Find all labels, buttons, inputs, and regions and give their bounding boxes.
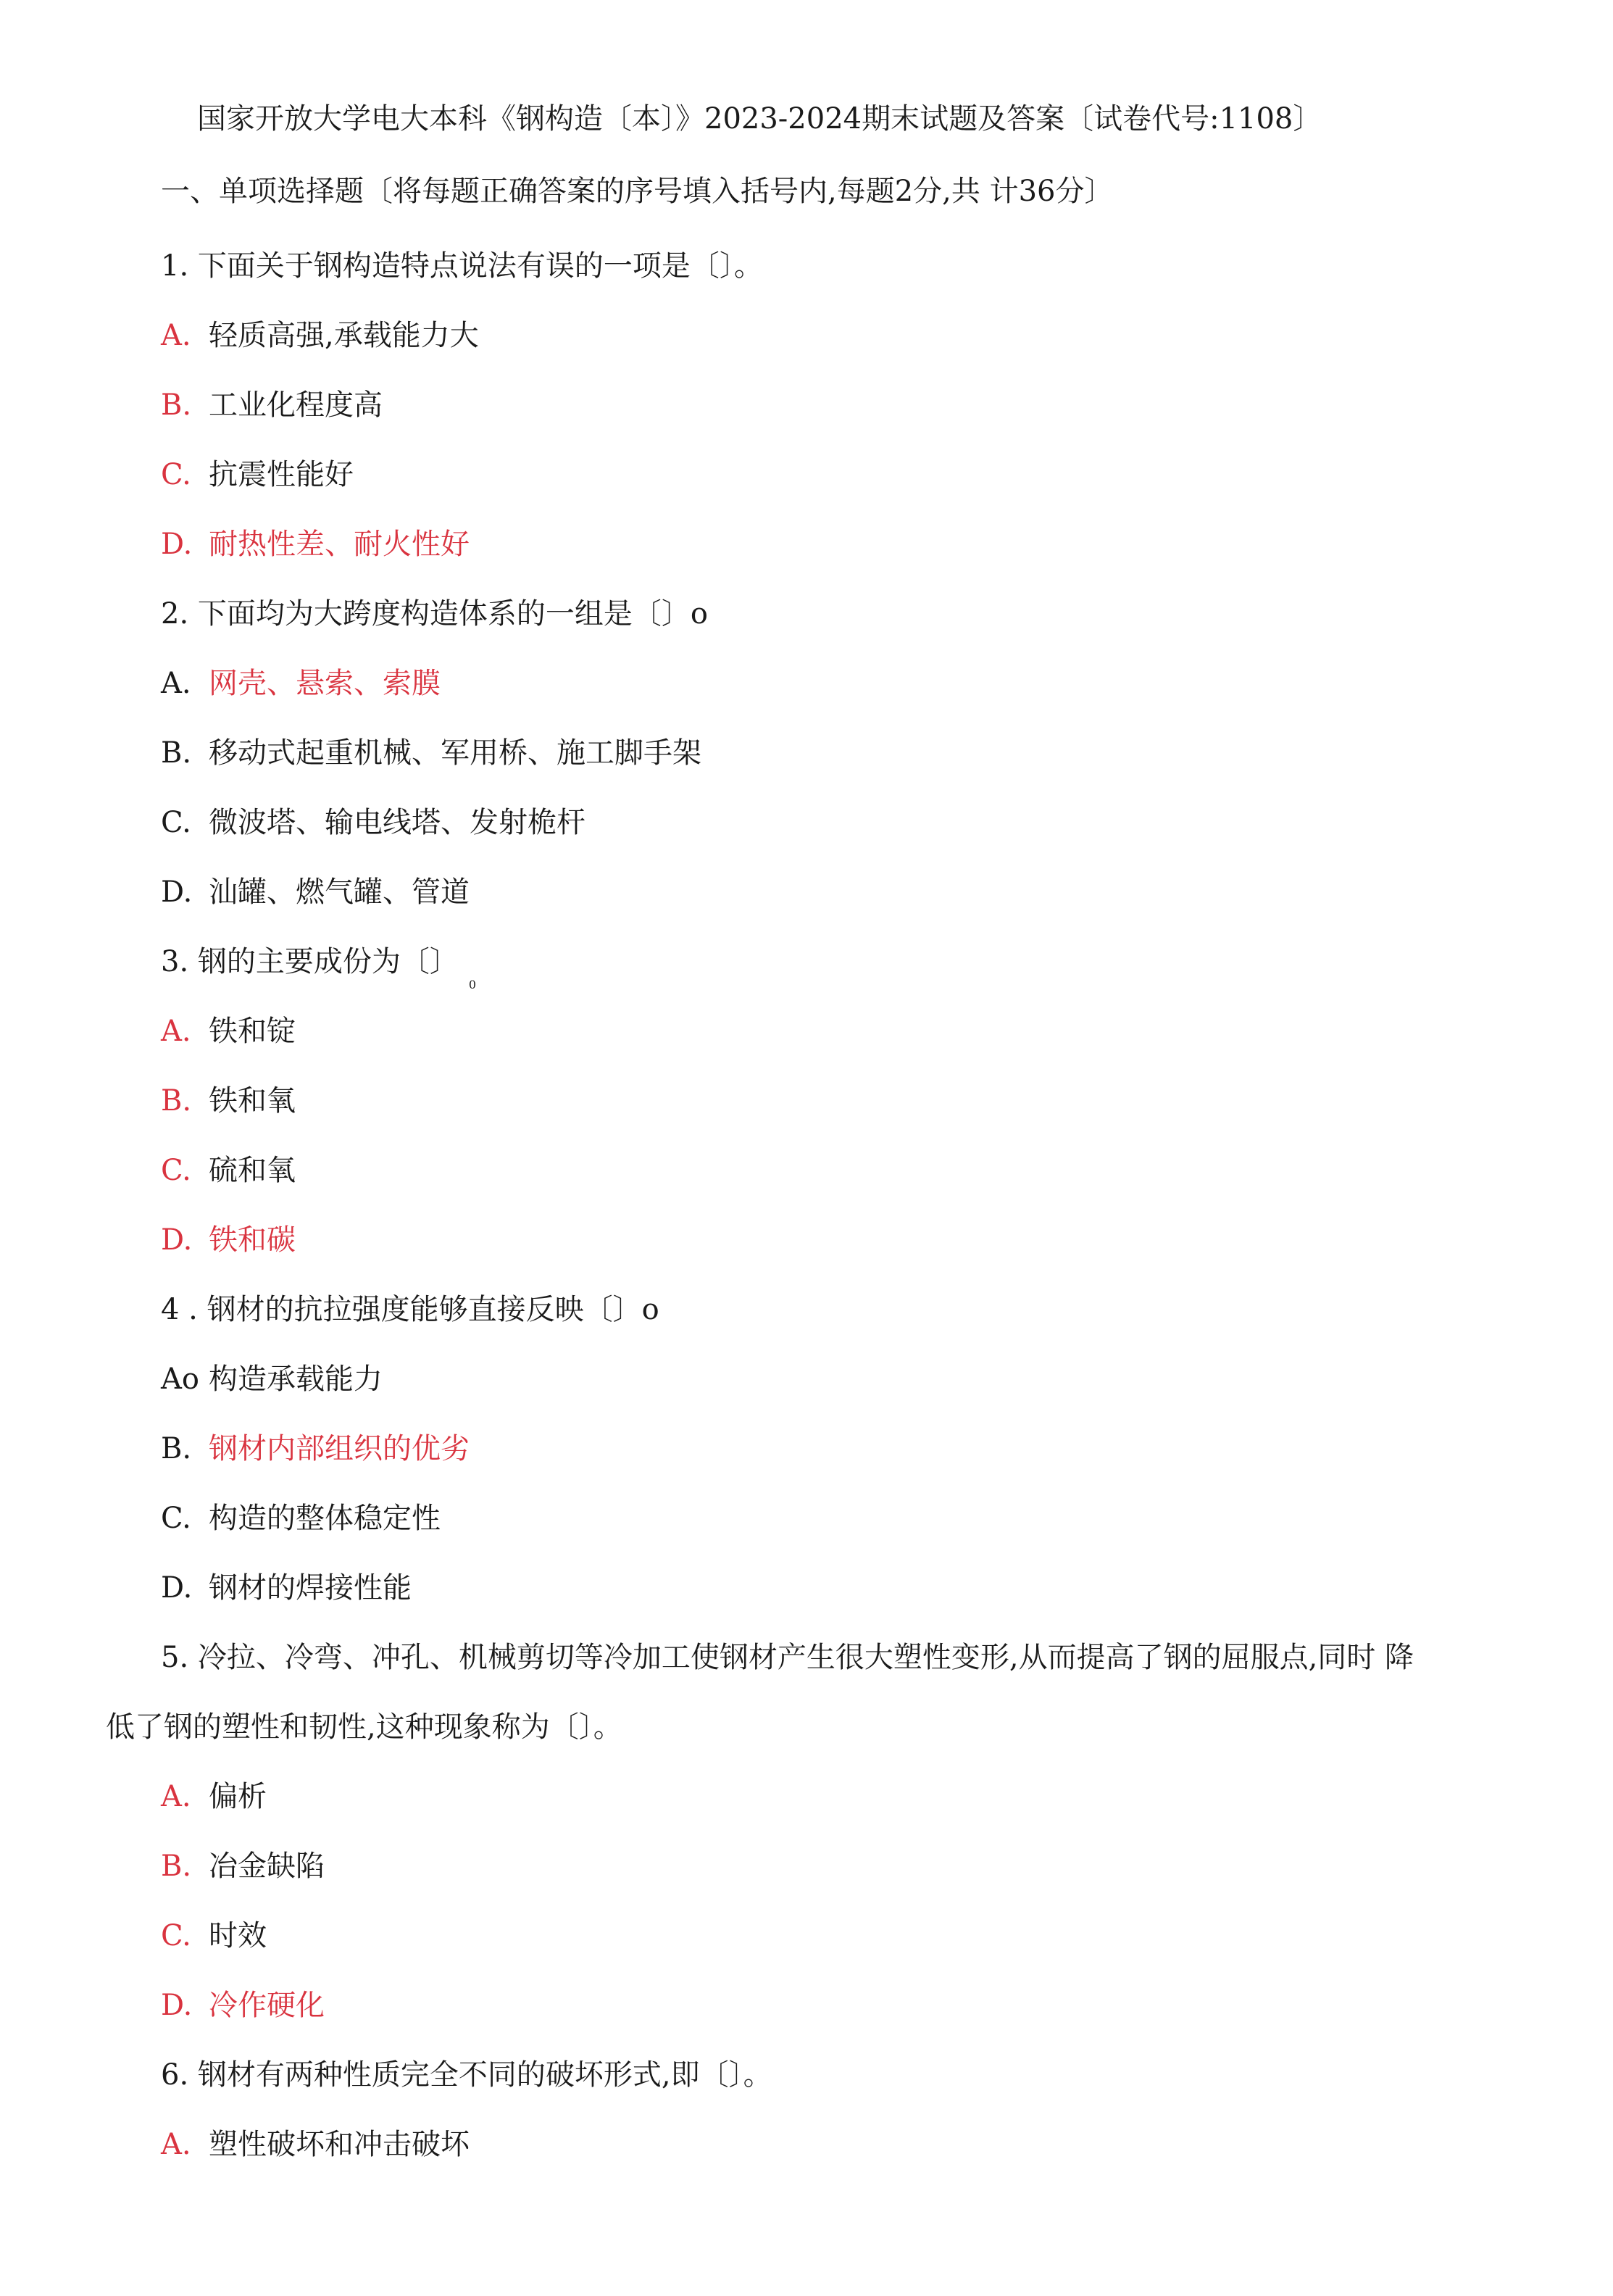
answer-option (161, 1918, 267, 1953)
page-title: 国家开放大学电大本科《钢构造〔本〕》2023-2024期末试题及答案〔试卷代号:1108〕 (197, 102, 1322, 136)
answer-option (161, 1571, 412, 1605)
question-stem-text: 2. 下面均为大跨度构造体系的一组是〔〕o (161, 597, 708, 631)
option-marker: C. (161, 806, 191, 839)
option-marker: A. (161, 1780, 191, 1813)
answer-option (161, 1223, 296, 1257)
correct-answer-text: 冷作硬化 (209, 1989, 325, 2022)
option-text: 移动式起重机械、军用桥、施工脚手架 (209, 736, 701, 770)
option-text: 偏析 (209, 1780, 267, 1813)
option-marker: C. (161, 1919, 191, 1952)
option-text: 汕罐、燃气罐、管道 (209, 875, 470, 909)
option-marker: B. (161, 1084, 192, 1118)
question-stem-text: 4 . 钢材的抗拉强度能够直接反映〔〕o (161, 1293, 659, 1326)
option-marker: A. (161, 2128, 191, 2161)
answer-option (161, 1779, 267, 1814)
option-text: 构造承载能力 (209, 1363, 383, 1396)
option-text: 钢材的焊接性能 (209, 1571, 412, 1605)
question-stem (161, 2058, 772, 2092)
answer-option (161, 1849, 325, 1884)
option-marker: C. (161, 1154, 191, 1187)
answer-option (161, 1988, 325, 2023)
answer-option (161, 1083, 296, 1118)
correct-answer-text: 网壳、悬索、索膜 (209, 667, 441, 700)
answer-option (161, 875, 470, 910)
question-stem-continuation: 低了钢的塑性和韧性,这种现象称为〔〕。 (106, 1710, 622, 1744)
answer-option (161, 1501, 441, 1536)
question-stem-text: 6. 钢材有两种性质完全不同的破坏形式,即〔〕。 (161, 2058, 772, 2092)
answer-option (161, 318, 479, 353)
option-marker: B. (161, 736, 192, 770)
answer-option (161, 2127, 470, 2162)
option-marker: D. (161, 528, 193, 561)
answer-option (161, 736, 701, 770)
option-marker: C. (161, 458, 191, 491)
section-heading: 一、单项选择题〔将每题正确答案的序号填入括号内,每题2分,共 计36分〕 (161, 175, 1114, 208)
option-marker: Ao (161, 1363, 199, 1396)
option-text: 硫和氧 (209, 1154, 296, 1187)
question-stem (161, 1292, 659, 1327)
option-marker: D. (161, 1989, 193, 2022)
question-stem-text: 1. 下面关于钢构造特点说法有误的一项是〔〕。 (161, 249, 763, 283)
correct-answer-text: 耐热性差、耐火性好 (209, 528, 470, 561)
answer-option (161, 1014, 296, 1049)
option-marker: B. (161, 388, 192, 422)
option-text: 铁和氧 (209, 1084, 296, 1118)
option-text: 塑性破坏和冲击破坏 (209, 2128, 470, 2161)
option-marker: D. (161, 1223, 193, 1257)
answer-option (161, 1153, 296, 1188)
question-stem-text: 5. 冷拉、冷弯、冲孔、机械剪切等冷加工使钢材产生很大塑性变形,从而提高了钢的屈服点,同时 降 (161, 1641, 1414, 1674)
option-text: 时效 (209, 1919, 267, 1952)
option-text: 冶金缺陷 (209, 1850, 325, 1883)
correct-answer-text: 钢材内部组织的优劣 (209, 1432, 470, 1465)
option-text: 构造的整体稳定性 (209, 1502, 441, 1535)
option-marker: D. (161, 875, 193, 909)
option-marker: A. (161, 667, 191, 700)
question-stem (161, 944, 476, 1002)
option-marker: A. (161, 319, 191, 352)
option-text: 铁和锭 (209, 1015, 296, 1048)
option-marker: B. (161, 1432, 192, 1465)
answer-option (161, 1362, 383, 1397)
option-marker: B. (161, 1850, 192, 1883)
option-text: 工业化程度高 (209, 388, 383, 422)
option-marker: C. (161, 1502, 191, 1535)
question-stem (161, 249, 763, 283)
answer-option (161, 527, 470, 562)
answer-option (161, 666, 441, 701)
correct-answer-text: 铁和碳 (209, 1223, 296, 1257)
question-stem (161, 596, 708, 631)
option-text: 微波塔、输电线塔、发射桅杆 (209, 806, 585, 839)
answer-option (161, 805, 585, 840)
option-text: 抗震性能好 (209, 458, 354, 491)
question-stem-suffix: 0 (468, 978, 477, 991)
answer-option (161, 388, 383, 423)
option-marker: A. (161, 1015, 191, 1048)
option-marker: D. (161, 1571, 193, 1605)
question-stem (161, 1640, 1414, 1675)
answer-option (161, 1431, 470, 1466)
answer-option (161, 457, 354, 492)
option-text: 轻质高强,承载能力大 (209, 319, 479, 352)
question-stem-text: 3. 钢的主要成份为〔〕 (161, 945, 459, 978)
